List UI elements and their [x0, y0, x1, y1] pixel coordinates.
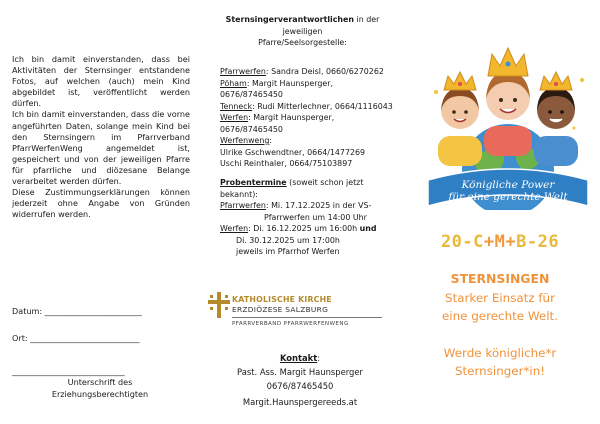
banner-text-1: Königliche Power [461, 179, 555, 191]
place-name: Pöham [220, 78, 247, 88]
contact-name: Past. Ass. Margit Haunsperger [237, 367, 363, 377]
contact-phone: 0676/87465450 [266, 381, 334, 391]
probe-note: (soweit schon jetzt bekannt): [220, 178, 364, 199]
logo-title: KATHOLISCHE KIRCHE [232, 295, 332, 304]
werfenweng-contact-2: Uschi Reinthaler, 0664/75103897 [220, 159, 353, 168]
heading-bold: Sternsingerverantwortlichen [225, 15, 355, 24]
signature-line: ______________________________ [12, 366, 125, 376]
heading-rest: in der [354, 15, 380, 24]
datum-field: Datum: ________________________ [12, 306, 142, 316]
middle-panel [200, 0, 400, 424]
place-name: Pfarrwerfen [220, 67, 266, 76]
contact-list [220, 66, 395, 170]
contact-row [220, 101, 395, 113]
contact-title: Kontakt [279, 353, 318, 363]
signature-label-2: Erziehungsberechtigten [51, 389, 149, 399]
ort-field: Ort: ___________________________ [12, 333, 140, 343]
sternsingen-subtitle [400, 289, 600, 325]
call-line-2: Sternsinger*in! [454, 364, 546, 378]
logo-parish: PFARRVERBAND PFARRWERFENWENG [232, 321, 349, 327]
year-part-b: +M+ [483, 232, 517, 252]
contact-details: : Margit Haunsperger, 0676/87465450 [220, 113, 335, 134]
contact-row [220, 66, 395, 78]
werfenweng-contact-1: Ulrike Gschwendtner, 0664/1477269 [220, 147, 366, 157]
logo-divider [232, 317, 382, 318]
place-name: Werfenweng [220, 136, 270, 145]
banner-text-2: für eine gerechte Welt [448, 191, 568, 203]
call-to-action [400, 344, 600, 380]
crown-icon [444, 72, 476, 90]
year-part-a: 20-C [440, 232, 484, 252]
subtitle-line-1: Starker Einsatz für [445, 291, 555, 305]
contact-details: : [269, 136, 273, 145]
call-line-1: Werde königliche*r [443, 346, 557, 360]
consent-text [12, 54, 190, 220]
contact-row [220, 112, 395, 135]
contact-colon: : [317, 353, 321, 363]
contact-row [220, 135, 395, 147]
probe-heading: Probentermine [220, 178, 287, 187]
probe-date: : Di. 16.12.2025 um 16:00h [248, 224, 360, 233]
sternsingen-title: STERNSINGEN [450, 271, 550, 286]
place-name: Tenneck [220, 101, 253, 111]
place-name: Werfen [220, 224, 249, 233]
contact-heading [200, 351, 400, 365]
crown-icon [540, 72, 572, 90]
consent-paragraph-photos: Ich bin damit einverstanden, dass bei Aktivitäten der Sternsinger entstandene Fotos, auf welchen (auch) mein Kind abgebildet ist, veröffentlicht werden dürfen. [12, 54, 190, 109]
consent-paragraph-revoke: Diese Zustimmungserklärungen können jederzeit ohne Angabe von Gründen widerrufen werden. [12, 187, 190, 220]
probe-location: jeweils im Pfarrhof Werfen [236, 247, 340, 256]
cross-icon [208, 292, 230, 318]
subtitle-line-2: eine gerechte Welt. [441, 309, 558, 323]
heading-line-3: Pfarre/Seelsorgestelle: [258, 38, 347, 47]
logo-subtitle: ERZDIÖZESE SALZBURG [232, 305, 329, 314]
year-blessing [400, 232, 600, 252]
church-logo [208, 278, 393, 333]
probe-date-cont: Di. 30.12.2025 um 17:00h [236, 235, 340, 245]
consent-paragraph-data: Ich bin damit einverstanden, dass die vorne angeführten Daten, solange mein Kind bei den Sternsingern im Pfarrverband PfarrWerfenWeng angemeldet ist, gespeichert und von der jeweiligen Pfarre für pfarrliche und diözesane Belange verarbeitet werden dürfen. [12, 109, 191, 187]
contact-details: : Sandra Deisl, 0660/6270262 [265, 67, 384, 76]
rehearsal-dates [220, 177, 395, 258]
contact-details: : Rudi Mitterlechner, 0664/1116043 [252, 101, 393, 111]
probe-date: : Mi. 17.12.2025 in der VS- [265, 201, 372, 210]
left-panel [0, 0, 200, 424]
place-name: Werfen [220, 113, 249, 122]
children-kings-illustration [424, 32, 592, 210]
year-part-c: B-26 [516, 232, 560, 252]
heading-line-2: jeweiligen [282, 26, 323, 36]
responsibles-heading [210, 14, 395, 49]
signature-label-1: Unterschrift des [67, 377, 133, 387]
probe-und: und [359, 224, 377, 233]
contact-email: Margit.Haunspergereeds.at [242, 397, 358, 407]
place-name: Pfarrwerfen [220, 201, 266, 210]
contact-details: : Margit Haunsperger, 0676/87465450 [220, 78, 334, 99]
probe-date-cont: Pfarrwerfen um 14:00 Uhr [264, 212, 367, 222]
contact-row [220, 78, 395, 101]
